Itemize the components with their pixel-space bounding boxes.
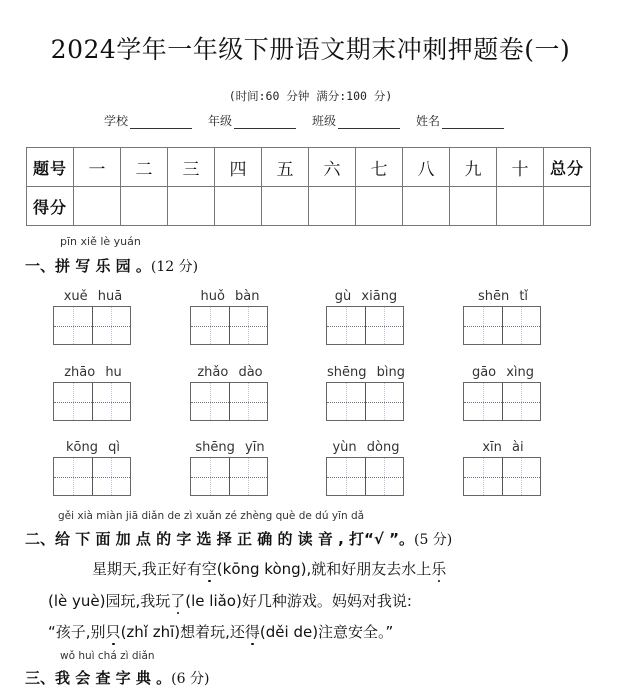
score-cell[interactable] bbox=[403, 187, 450, 226]
grade-label: 年级 bbox=[208, 114, 233, 128]
passage-line-3 bbox=[48, 621, 393, 642]
exam-title: 2024学年一年级下册语文期末冲刺押题卷(一) bbox=[50, 35, 571, 64]
name-field[interactable] bbox=[416, 112, 504, 129]
writing-item bbox=[53, 289, 133, 345]
item-pinyin: yùn dòng bbox=[332, 440, 400, 455]
name-label: 姓名 bbox=[416, 114, 441, 128]
tianzige-box[interactable] bbox=[190, 382, 268, 421]
tianzige-box[interactable] bbox=[326, 382, 404, 421]
score-cell[interactable] bbox=[356, 187, 403, 226]
writing-item bbox=[463, 289, 543, 345]
score-table-score-row bbox=[27, 187, 591, 226]
passage-choice-text: (děi de)注意安全。” bbox=[259, 623, 394, 641]
writing-item bbox=[463, 440, 543, 496]
passage-choice-text: (lè yuè)园玩,我玩 bbox=[48, 592, 171, 610]
tianzige-box[interactable] bbox=[326, 457, 404, 496]
column-header: 五 bbox=[262, 148, 309, 187]
item-pinyin: huǒ bàn bbox=[200, 289, 260, 304]
name-blank[interactable] bbox=[442, 116, 504, 129]
column-header: 三 bbox=[168, 148, 215, 187]
section3-title: 三、我 会 查 字 典 。 bbox=[25, 669, 172, 687]
section2-pinyin: gěi xià miàn jiā diǎn de zì xuǎn zé zhèng què de dú yīn dǎ bbox=[58, 510, 365, 522]
question-number-label: 题号 bbox=[27, 148, 74, 187]
item-pinyin: shēng yīn bbox=[195, 440, 265, 455]
section1-points: (12 分) bbox=[150, 259, 199, 275]
score-cell[interactable] bbox=[168, 187, 215, 226]
column-header-total: 总分 bbox=[544, 148, 591, 187]
item-pinyin: shēn tǐ bbox=[477, 289, 529, 304]
column-header: 七 bbox=[356, 148, 403, 187]
score-cell[interactable] bbox=[74, 187, 121, 226]
writing-item bbox=[190, 440, 270, 496]
item-pinyin: shēng bìng bbox=[327, 365, 405, 380]
writing-item bbox=[326, 289, 406, 345]
column-header: 十 bbox=[497, 148, 544, 187]
column-header: 九 bbox=[450, 148, 497, 187]
writing-item bbox=[326, 440, 406, 496]
score-cell[interactable] bbox=[262, 187, 309, 226]
passage-choice-text: (kōng kòng),就和好朋友去水上 bbox=[216, 560, 432, 578]
class-blank[interactable] bbox=[338, 116, 400, 129]
tianzige-box[interactable] bbox=[53, 382, 131, 421]
tianzige-box[interactable] bbox=[190, 457, 268, 496]
column-header: 二 bbox=[121, 148, 168, 187]
writing-item bbox=[326, 365, 406, 421]
section2-heading bbox=[25, 528, 452, 549]
section1-title: 一、拼 写 乐 园 。 bbox=[25, 257, 151, 275]
writing-item bbox=[53, 365, 133, 421]
score-cell[interactable] bbox=[450, 187, 497, 226]
score-table bbox=[26, 147, 591, 226]
school-field[interactable] bbox=[104, 112, 192, 129]
tianzige-box[interactable] bbox=[53, 306, 131, 345]
passage-line-2 bbox=[48, 590, 412, 611]
section2-points: (5 分) bbox=[413, 532, 453, 548]
school-label: 学校 bbox=[104, 114, 129, 128]
item-pinyin: zhǎo dào bbox=[197, 365, 263, 380]
score-cell[interactable] bbox=[215, 187, 262, 226]
tianzige-box[interactable] bbox=[463, 457, 541, 496]
item-pinyin: gāo xìng bbox=[471, 365, 535, 380]
tianzige-box[interactable] bbox=[463, 306, 541, 345]
column-header: 一 bbox=[74, 148, 121, 187]
passage-choice-text: (zhǐ zhī)想着玩,还 bbox=[120, 623, 245, 641]
grade-blank[interactable] bbox=[234, 116, 296, 129]
writing-item bbox=[53, 440, 133, 496]
column-header: 四 bbox=[215, 148, 262, 187]
score-label: 得分 bbox=[27, 187, 74, 226]
passage-line-1 bbox=[92, 558, 446, 579]
passage-text: “孩子,别 bbox=[48, 623, 106, 641]
item-pinyin: kōng qì bbox=[66, 440, 120, 455]
item-pinyin: xīn ài bbox=[482, 440, 524, 455]
item-pinyin: xuě huā bbox=[63, 289, 123, 304]
writing-item bbox=[463, 365, 543, 421]
dotted-character: 了 bbox=[170, 592, 186, 610]
column-header: 八 bbox=[403, 148, 450, 187]
passage-text: 星期天,我正好有 bbox=[92, 560, 202, 578]
writing-item bbox=[190, 365, 270, 421]
score-table-header-row bbox=[27, 148, 591, 187]
score-cell[interactable] bbox=[309, 187, 356, 226]
tianzige-box[interactable] bbox=[53, 457, 131, 496]
class-field[interactable] bbox=[312, 112, 400, 129]
writing-item bbox=[190, 289, 270, 345]
section3-pinyin: wǒ huì chá zì diǎn bbox=[60, 650, 155, 662]
score-cell[interactable] bbox=[497, 187, 544, 226]
item-pinyin: gù xiāng bbox=[334, 289, 398, 304]
score-cell-total[interactable] bbox=[544, 187, 591, 226]
section3-heading bbox=[25, 667, 209, 688]
dotted-character: 乐 bbox=[431, 560, 447, 578]
section1-heading bbox=[25, 255, 198, 276]
dotted-character: 空 bbox=[201, 560, 217, 578]
school-blank[interactable] bbox=[130, 116, 192, 129]
passage-choice-text: (le liǎo)好几种游戏。妈妈对我说: bbox=[185, 592, 412, 610]
tianzige-box[interactable] bbox=[190, 306, 268, 345]
section3-points: (6 分) bbox=[171, 671, 210, 687]
class-label: 班级 bbox=[312, 114, 337, 128]
score-cell[interactable] bbox=[121, 187, 168, 226]
exam-subtitle: (时间:60 分钟 满分:100 分) bbox=[228, 89, 393, 103]
grade-field[interactable] bbox=[208, 112, 296, 129]
column-header: 六 bbox=[309, 148, 356, 187]
tianzige-box[interactable] bbox=[463, 382, 541, 421]
dotted-character: 只 bbox=[105, 623, 121, 641]
student-info-line bbox=[104, 112, 504, 129]
item-pinyin: zhāo hu bbox=[64, 365, 122, 380]
tianzige-box[interactable] bbox=[326, 306, 404, 345]
dotted-character: 得 bbox=[244, 623, 260, 641]
section2-title: 二、给 下 面 加 点 的 字 选 择 正 确 的 读 音 , 打“√ ”。 bbox=[25, 530, 414, 548]
section1-pinyin: pīn xiě lè yuán bbox=[60, 235, 141, 248]
